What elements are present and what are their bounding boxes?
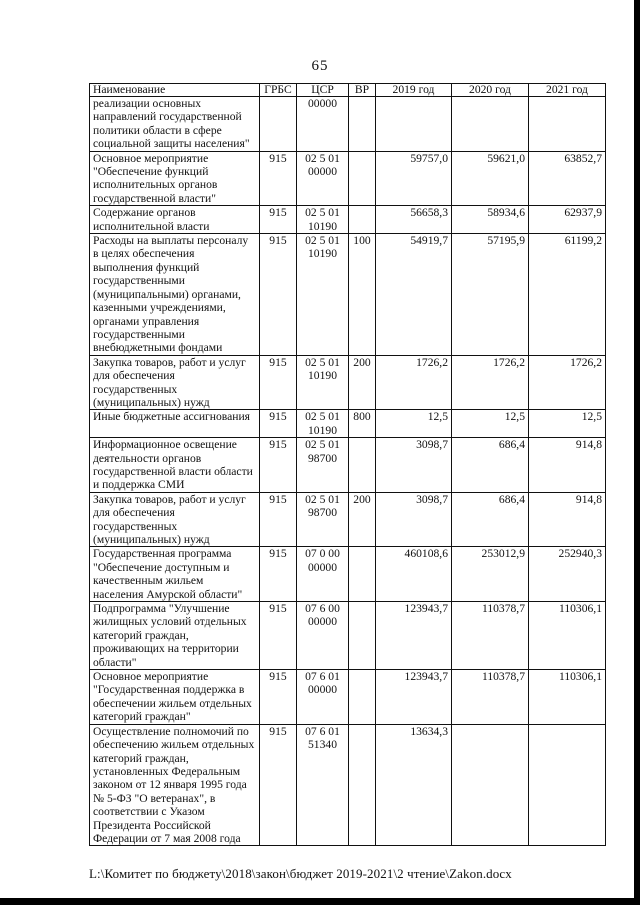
cell-csr: 07 6 01 00000 <box>297 670 349 725</box>
table-body <box>90 97 606 846</box>
cell-2019: 460108,6 <box>376 547 452 602</box>
cell-2021 <box>529 724 606 846</box>
header-csr: ЦСР <box>297 84 349 97</box>
table-row <box>90 410 606 438</box>
cell-csr: 07 0 00 00000 <box>297 547 349 602</box>
cell-grbs: 915 <box>260 547 297 602</box>
cell-2020: 59621,0 <box>452 151 529 206</box>
cell-2019: 3098,7 <box>376 438 452 493</box>
table-header-row <box>90 84 606 97</box>
header-2020: 2020 год <box>452 84 529 97</box>
cell-grbs: 915 <box>260 602 297 670</box>
cell-name: Осуществление полномочий по обеспечению жильем отдельных категорий граждан, установленных Федеральным законом от 12 января 1995 года № 5-ФЗ "О ветеранах", в соответствии с Указом Президента Российской Федерации от 7 мая 2008 года <box>90 724 260 846</box>
cell-name: Подпрограмма "Улучшение жилищных условий отдельных категорий граждан, проживающих на территории области" <box>90 602 260 670</box>
page-number: 65 <box>311 58 329 74</box>
table-row <box>90 724 606 846</box>
cell-grbs <box>260 97 297 152</box>
file-path-footer: L:\Комитет по бюджету\2018\закон\бюджет 2019-2021\2 чтение\Zakon.docx <box>89 866 512 881</box>
cell-vr: 200 <box>349 355 376 410</box>
table-row <box>90 355 606 410</box>
cell-vr <box>349 151 376 206</box>
table-row <box>90 151 606 206</box>
cell-2020: 110378,7 <box>452 602 529 670</box>
cell-name: Основное мероприятие "Государственная поддержка в обеспечении жильем отдельных категорий граждан" <box>90 670 260 725</box>
cell-name: Иные бюджетные ассигнования <box>90 410 260 438</box>
cell-2021: 61199,2 <box>529 234 606 356</box>
cell-csr: 02 5 01 10190 <box>297 355 349 410</box>
cell-2020: 57195,9 <box>452 234 529 356</box>
header-grbs: ГРБС <box>260 84 297 97</box>
cell-csr: 02 5 01 98700 <box>297 438 349 493</box>
cell-2019: 123943,7 <box>376 670 452 725</box>
cell-csr: 02 5 01 10190 <box>297 410 349 438</box>
cell-2020: 12,5 <box>452 410 529 438</box>
table-row <box>90 547 606 602</box>
cell-vr <box>349 670 376 725</box>
cell-grbs: 915 <box>260 438 297 493</box>
cell-vr <box>349 547 376 602</box>
budget-table <box>89 83 606 846</box>
cell-grbs: 915 <box>260 492 297 547</box>
cell-2020 <box>452 724 529 846</box>
cell-vr <box>349 438 376 493</box>
cell-grbs: 915 <box>260 151 297 206</box>
table-row <box>90 492 606 547</box>
cell-2021: 914,8 <box>529 492 606 547</box>
header-2021: 2021 год <box>529 84 606 97</box>
header-2019: 2019 год <box>376 84 452 97</box>
cell-grbs: 915 <box>260 410 297 438</box>
cell-2019: 54919,7 <box>376 234 452 356</box>
cell-vr: 800 <box>349 410 376 438</box>
cell-2019: 12,5 <box>376 410 452 438</box>
cell-2019: 3098,7 <box>376 492 452 547</box>
cell-vr <box>349 724 376 846</box>
cell-2020 <box>452 97 529 152</box>
table-row <box>90 97 606 152</box>
table-row <box>90 438 606 493</box>
cell-csr: 00000 <box>297 97 349 152</box>
cell-csr: 07 6 01 51340 <box>297 724 349 846</box>
cell-2021: 63852,7 <box>529 151 606 206</box>
cell-2021: 62937,9 <box>529 206 606 234</box>
cell-2019 <box>376 97 452 152</box>
cell-grbs: 915 <box>260 355 297 410</box>
cell-2019: 1726,2 <box>376 355 452 410</box>
scan-edge-right <box>634 0 640 905</box>
cell-vr: 200 <box>349 492 376 547</box>
cell-vr: 100 <box>349 234 376 356</box>
cell-name: Содержание органов исполнительной власти <box>90 206 260 234</box>
cell-vr <box>349 206 376 234</box>
cell-vr <box>349 97 376 152</box>
cell-2019: 13634,3 <box>376 724 452 846</box>
cell-csr: 02 5 01 10190 <box>297 234 349 356</box>
cell-2019: 56658,3 <box>376 206 452 234</box>
cell-csr: 02 5 01 10190 <box>297 206 349 234</box>
cell-grbs: 915 <box>260 206 297 234</box>
cell-2021: 110306,1 <box>529 670 606 725</box>
cell-csr: 02 5 01 98700 <box>297 492 349 547</box>
cell-2021 <box>529 97 606 152</box>
cell-name: Расходы на выплаты персоналу в целях обеспечения выполнения функций государственными (муниципальными) органами, казенными учреждениями, органами управления государственными внебюджетными фондами <box>90 234 260 356</box>
cell-2021: 914,8 <box>529 438 606 493</box>
cell-name: Основное мероприятие "Обеспечение функций исполнительных органов государственной власти" <box>90 151 260 206</box>
cell-grbs: 915 <box>260 670 297 725</box>
header-vr: ВР <box>349 84 376 97</box>
cell-grbs: 915 <box>260 234 297 356</box>
cell-2020: 110378,7 <box>452 670 529 725</box>
cell-2020: 58934,6 <box>452 206 529 234</box>
cell-2020: 1726,2 <box>452 355 529 410</box>
cell-2021: 12,5 <box>529 410 606 438</box>
cell-2021: 1726,2 <box>529 355 606 410</box>
cell-2020: 686,4 <box>452 492 529 547</box>
table-row <box>90 670 606 725</box>
cell-csr: 02 5 01 00000 <box>297 151 349 206</box>
cell-2021: 252940,3 <box>529 547 606 602</box>
cell-csr: 07 6 00 00000 <box>297 602 349 670</box>
header-name: Наименование <box>90 84 260 97</box>
cell-2019: 59757,0 <box>376 151 452 206</box>
table-row <box>90 234 606 356</box>
cell-name: Государственная программа "Обеспечение доступным и качественным жильем населения Амурской области" <box>90 547 260 602</box>
cell-vr <box>349 602 376 670</box>
cell-2021: 110306,1 <box>529 602 606 670</box>
cell-2020: 253012,9 <box>452 547 529 602</box>
cell-name: Закупка товаров, работ и услуг для обеспечения государственных (муниципальных) нужд <box>90 355 260 410</box>
cell-name: реализации основных направлений государственной политики области в сфере социальной защиты населения" <box>90 97 260 152</box>
cell-grbs: 915 <box>260 724 297 846</box>
scan-edge-bottom <box>0 898 640 905</box>
table-row <box>90 206 606 234</box>
cell-2019: 123943,7 <box>376 602 452 670</box>
cell-name: Закупка товаров, работ и услуг для обеспечения государственных (муниципальных) нужд <box>90 492 260 547</box>
table-row <box>90 602 606 670</box>
cell-2020: 686,4 <box>452 438 529 493</box>
cell-name: Информационное освещение деятельности органов государственной власти области и поддержка СМИ <box>90 438 260 493</box>
